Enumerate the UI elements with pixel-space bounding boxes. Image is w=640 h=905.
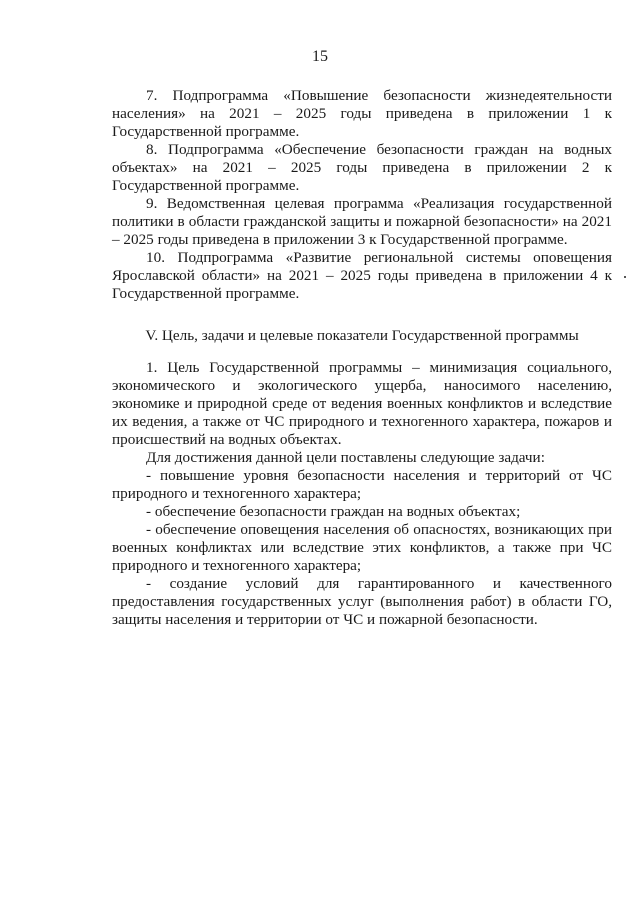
paragraph-9: 9. Ведомственная целевая программа «Реализация государственной политики в области гражданской защиты и пожарной безопасности» на 2021 – 2025 годы приведена в приложении 3 к Государственной программе. <box>112 195 612 248</box>
subprogram-list <box>112 87 612 303</box>
task-item: - повышение уровня безопасности населения и территорий от ЧС природного и техногенного характера; <box>112 467 612 502</box>
paragraph-7: 7. Подпрограмма «Повышение безопасности жизнедеятельности населения» на 2021 – 2025 годы приведена в приложении 1 к Государственной программе. <box>112 87 612 140</box>
page-number: 15 <box>312 48 328 65</box>
section-heading: V. Цель, задачи и целевые показатели Государственной программы <box>145 327 579 344</box>
tasks-intro: Для достижения данной цели поставлены следующие задачи: <box>146 449 545 466</box>
paragraph-8: 8. Подпрограмма «Обеспечение безопасности граждан на водных объектах» на 2021 – 2025 годы приведена в приложении 2 к Государственной программе. <box>112 141 612 194</box>
task-item: - обеспечение безопасности граждан на водных объектах; <box>146 503 521 520</box>
scan-mark <box>624 276 626 278</box>
goal-paragraph: 1. Цель Государственной программы – минимизация социального, экономического и экологического ущерба, наносимого населению, экономике и природной среде от ведения военных конфликтов и вследствие их ведения, а также от ЧС природного и техногенного характера, пожаров и происшествий на водных объектах. <box>112 359 612 448</box>
task-item: - обеспечение оповещения населения об опасностях, возникающих при военных конфликтах или вследствие этих конфликтов, а также при ЧС природного и техногенного характера; <box>112 521 612 574</box>
task-item: - создание условий для гарантированного и качественного предоставления государственных услуг (выполнения работ) в области ГО, защиты населения и территории от ЧС и пожарной безопасности. <box>112 575 612 628</box>
goals-section <box>112 359 612 629</box>
paragraph-10: 10. Подпрограмма «Развитие региональной системы оповещения Ярославской области» на 2021 – 2025 годы приведена в приложении 4 к Государственной программе. <box>112 249 612 302</box>
